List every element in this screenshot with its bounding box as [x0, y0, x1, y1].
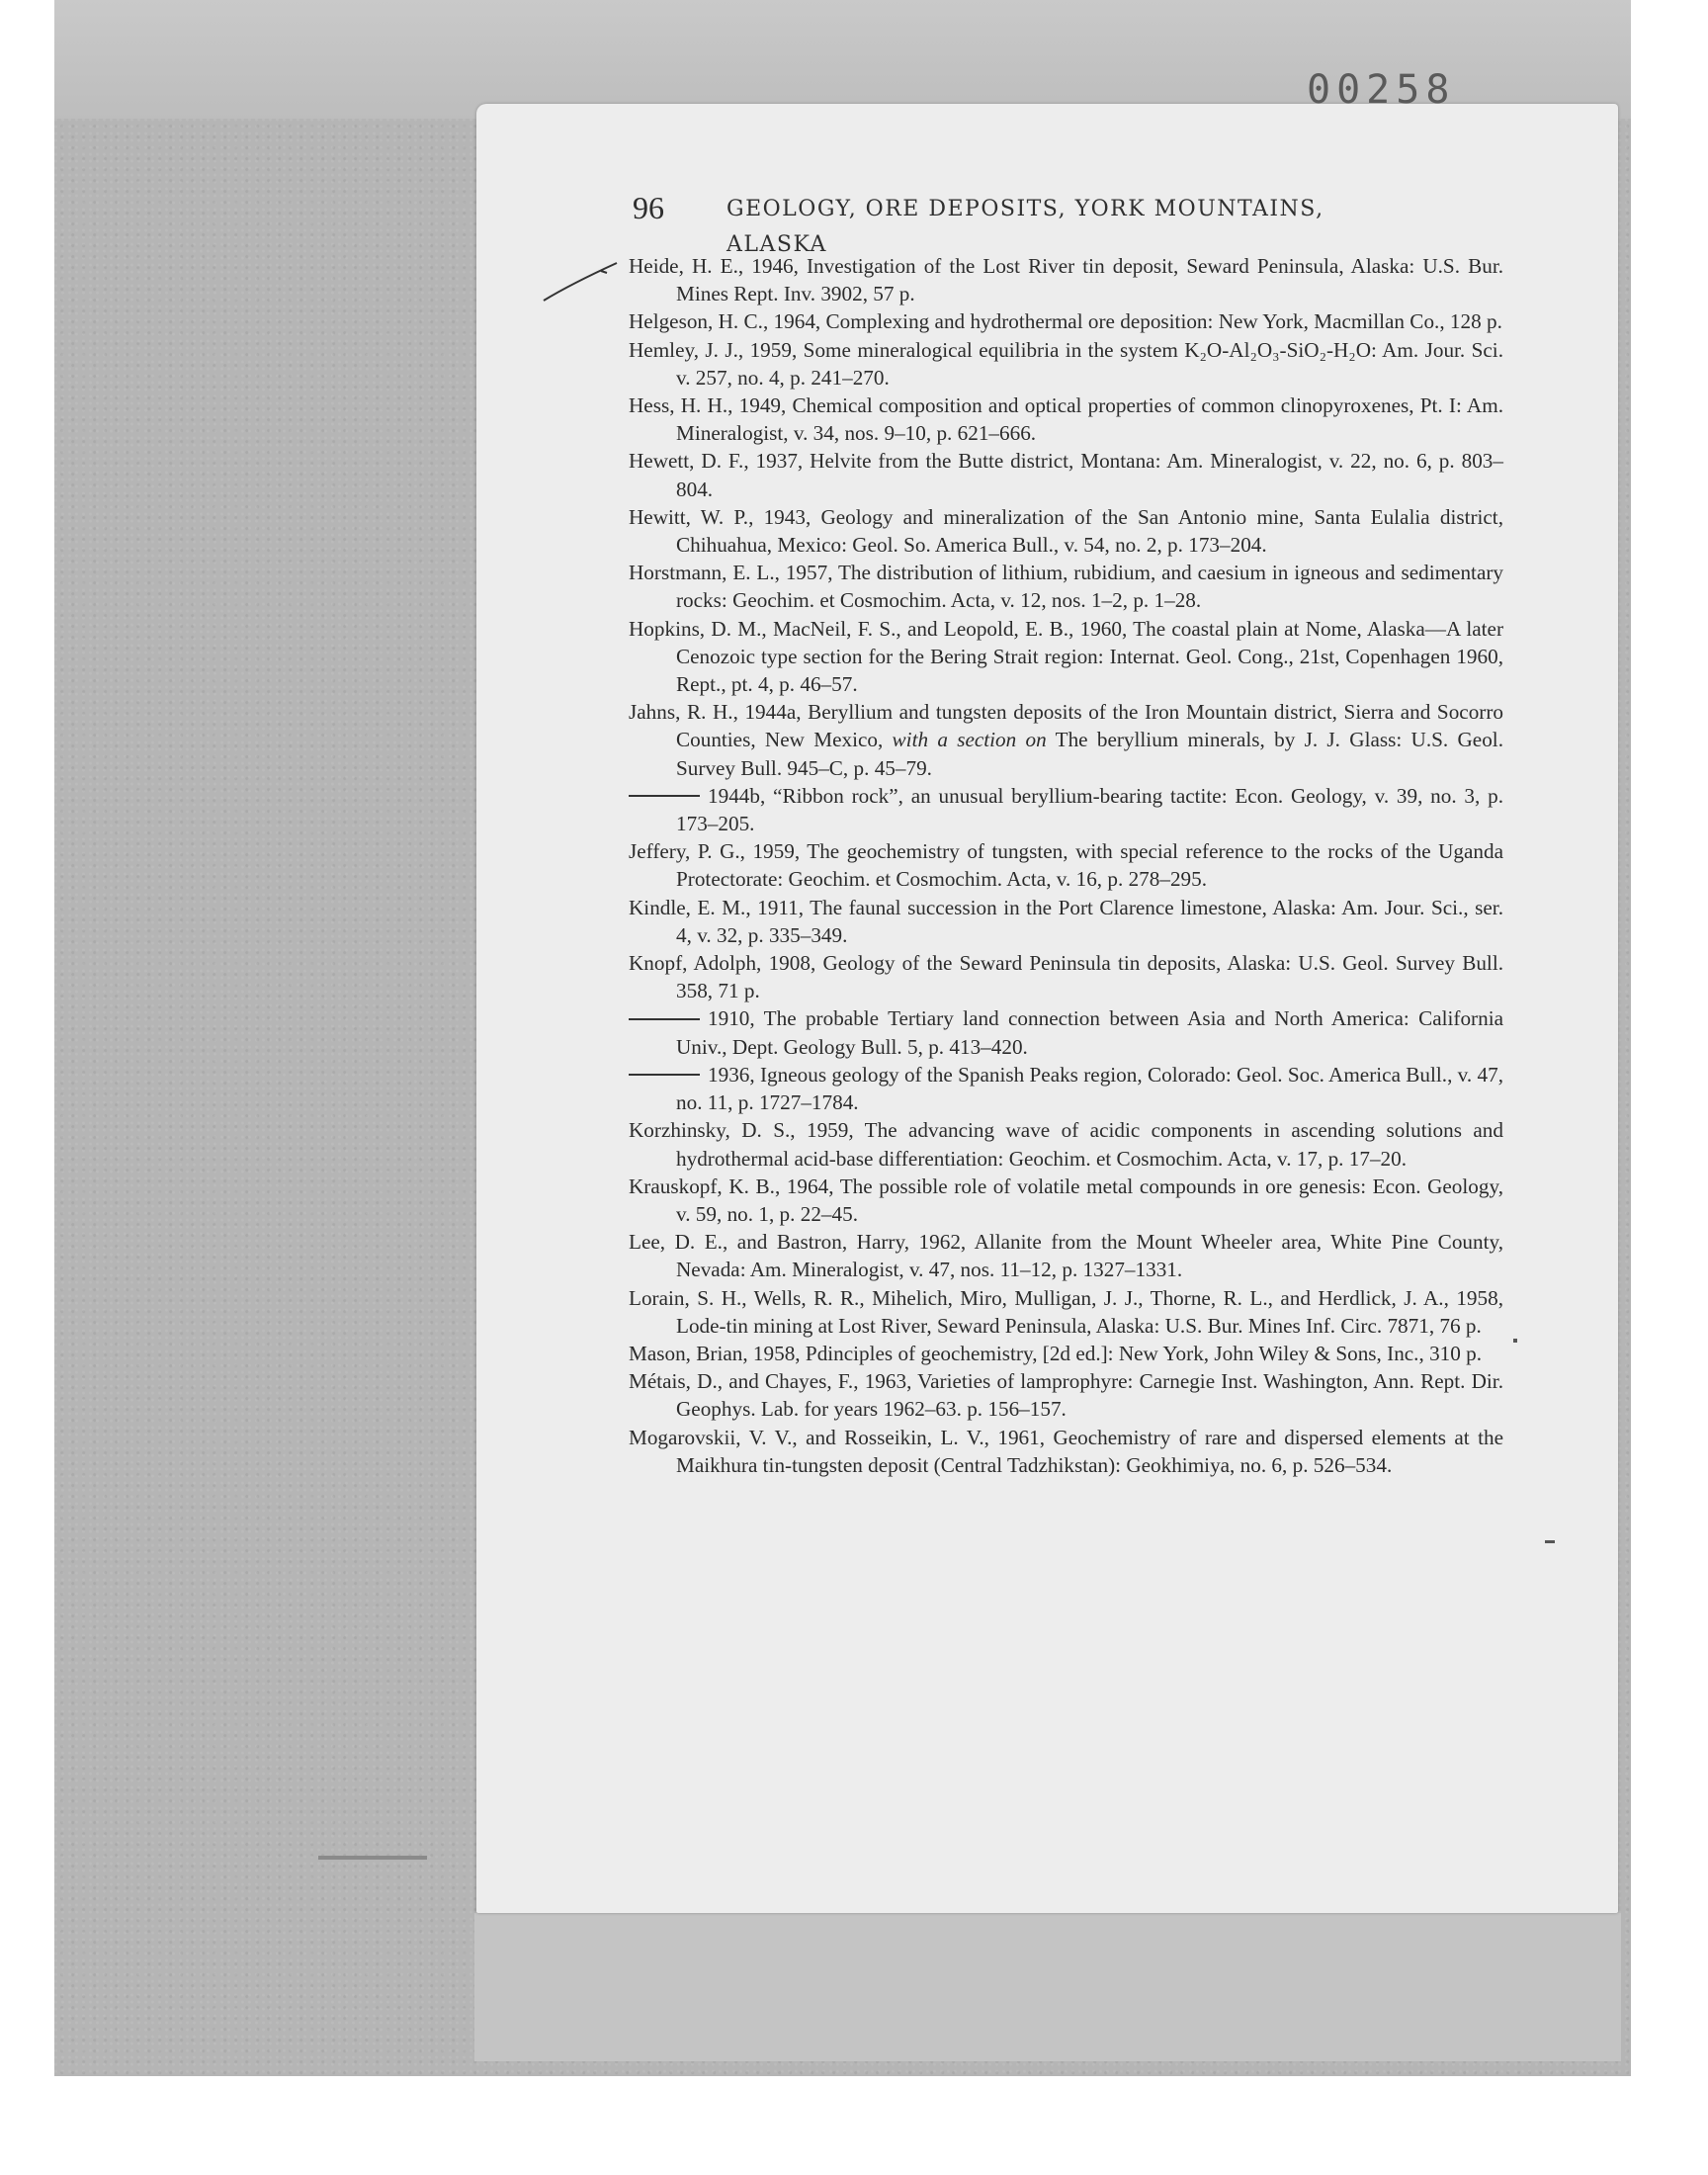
reference-entry: Métais, D., and Chayes, F., 1963, Varieties of lamprophyre: Carnegie Inst. Washington, Ann. Rept. Dir. Geophys. Lab. for years 1962–63. p. 156–157.: [629, 1369, 1503, 1422]
reference-entry: Horstmann, E. L., 1957, The distribution of lithium, rubidium, and caesium in igneous and sedimentary rocks: Geochim. et Cosmochim. Acta, v. 12, nos. 1–2, p. 1–28.: [629, 561, 1503, 613]
reference-text: 1910, The probable Tertiary land connection between Asia and North America: California Univ., Dept. Geology Bull. 5, p. 413–420.: [676, 1006, 1503, 1059]
reference-entry: Heide, H. E., 1946, Investigation of the Lost River tin deposit, Seward Peninsula, Alaska: U.S. Bur. Mines Rept. Inv. 3902, 57 p.: [629, 254, 1503, 306]
reference-entry: Hess, H. H., 1949, Chemical composition and optical properties of common clinopyroxenes, Pt. I: Am. Mineralogist, v. 34, nos. 9–10, p. 621–666.: [629, 393, 1503, 446]
reference-entry: Hewitt, W. P., 1943, Geology and mineralization of the San Antonio mine, Santa Eulalia district, Chihuahua, Mexico: Geol. So. America Bull., v. 54, no. 2, p. 173–204.: [629, 504, 1503, 558]
reference-entry: Hemley, J. J., 1959, Some mineralogical equilibria in the system K₂O-Al₂O₃-SiO₂-H₂O: Am. Jour. Sci. v. 257, no. 4, p. 241–270.: [629, 337, 1503, 390]
ditto-dash: [629, 1018, 700, 1020]
reference-entry-continuation: [629, 1004, 1503, 1060]
margin-tick: [1545, 1540, 1555, 1543]
ditto-dash: [629, 1074, 700, 1076]
reference-entry: Jeffery, P. G., 1959, The geochemistry of tungsten, with special reference to the rocks of the Uganda Protectorate: Geochim. et Cosmochim. Acta, v. 16, p. 278–295.: [629, 839, 1503, 892]
pen-check-mark-icon: [542, 259, 621, 304]
page-number: 96: [633, 190, 664, 225]
reference-text: Jahns, R. H., 1944a, Beryllium and tungsten deposits of the Iron Mountain district, Sierra and Socorro Counties, New Mexico,: [629, 700, 1503, 752]
scan-smudge: [318, 1856, 427, 1860]
reference-entry: Krauskopf, K. B., 1964, The possible role of volatile metal compounds in ore genesis: Econ. Geology, v. 59, no. 1, p. 22–45.: [629, 1174, 1503, 1226]
reference-entry: Helgeson, H. C., 1964, Complexing and hydrothermal ore deposition: New York, Macmillan Co., 128 p.: [629, 309, 1502, 334]
reference-entry: Hewett, D. F., 1937, Helvite from the Butte district, Montana: Am. Mineralogist, v. 22, no. 6, p. 803–804.: [629, 449, 1503, 501]
reference-list: [629, 252, 1503, 1725]
reference-entry: Korzhinsky, D. S., 1959, The advancing wave of acidic components in ascending solutions and hydrothermal acid-base differentiation: Geochim. et Cosmochim. Acta, v. 17, p. 17–20.: [629, 1118, 1503, 1171]
reference-entry: Mogarovskii, V. V., and Rosseikin, L. V., 1961, Geochemistry of rare and dispersed elements at the Maikhura tin-tungsten deposit (Central Tadzhikstan): Geokhimiya, no. 6, p. 526–534.: [629, 1425, 1503, 1477]
ditto-dash: [629, 795, 700, 797]
reference-entry: Knopf, Adolph, 1908, Geology of the Seward Peninsula tin deposits, Alaska: U.S. Geol. Survey Bull. 358, 71 p.: [629, 951, 1503, 1003]
reference-text: 1944b, “Ribbon rock”, an unusual beryllium-bearing tactite: Econ. Geology, v. 39, no. 3, p. 173–205.: [676, 783, 1503, 836]
reference-entry: Mason, Brian, 1958, Pdinciples of geochemistry, [2d ed.]: New York, John Wiley & Sons, Inc., 310 p.: [629, 1341, 1483, 1365]
reference-italic-text: with a section on: [892, 728, 1047, 752]
reference-entry: Hopkins, D. M., MacNeil, F. S., and Leopold, E. B., 1960, The coastal plain at Nome, Alaska—A later Cenozoic type section for the Bering Strait region: Internat. Geol. Cong., 21st, Copenhagen 1960, Rept., pt. 4, p. 46–57.: [629, 616, 1503, 697]
reference-entry-continuation: [629, 1061, 1503, 1116]
reference-entry: Kindle, E. M., 1911, The faunal succession in the Port Clarence limestone, Alaska: Am. Jour. Sci., ser. 4, v. 32, p. 335–349.: [629, 895, 1503, 947]
running-title: GEOLOGY, ORE DEPOSITS, YORK MOUNTAINS, ALASKA: [726, 197, 1324, 257]
reference-entry: Lorain, S. H., Wells, R. R., Mihelich, Miro, Mulligan, J. J., Thorne, R. L., and Herdlick, J. A., 1958, Lode-tin mining at Lost River, Seward Peninsula, Alaska: U.S. Bur. Mines Inf. Circ. 7871, 76 p.: [629, 1285, 1503, 1338]
reference-entry-continuation: [629, 782, 1503, 837]
reference-text: 1936, Igneous geology of the Spanish Peaks region, Colorado: Geol. Soc. America Bull., v. 47, no. 11, p. 1727–1784.: [676, 1062, 1503, 1115]
margin-tick: [1513, 1339, 1517, 1343]
archive-stamp: 00258: [1307, 67, 1456, 113]
reference-text: The beryllium minerals, by J. J. Glass: U.S. Geol. Survey Bull. 945–C, p. 45–79.: [676, 728, 1503, 780]
reference-entry: Lee, D. E., and Bastron, Harry, 1962, Allanite from the Mount Wheeler area, White Pine County, Nevada: Am. Mineralogist, v. 47, nos. 11–12, p. 1327–1331.: [629, 1230, 1503, 1282]
scan-bottom-band: [474, 1913, 1621, 2061]
reference-entry: [629, 698, 1503, 782]
